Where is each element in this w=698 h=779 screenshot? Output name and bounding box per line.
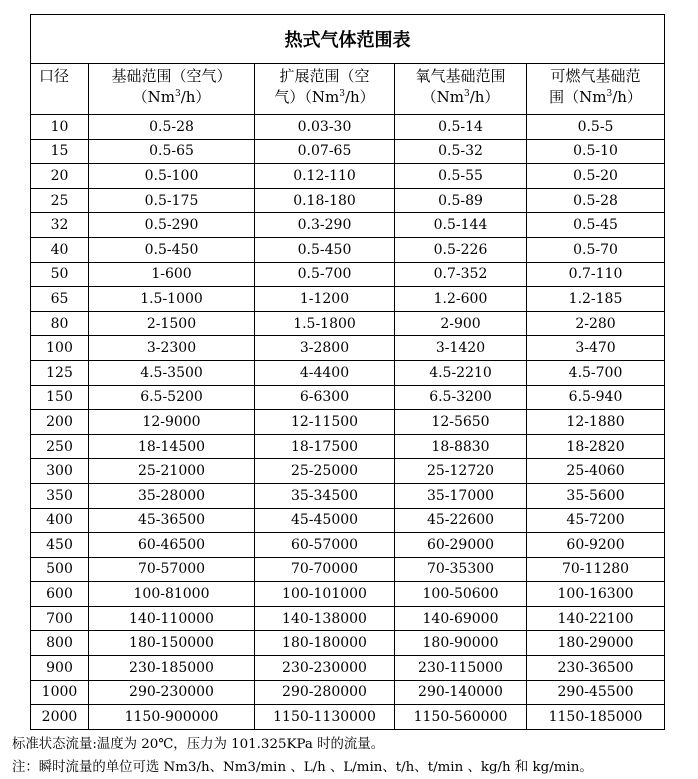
cell-oxygen-basic: 0.5-144 [395, 213, 527, 238]
table-row [31, 434, 665, 459]
table-row [31, 508, 665, 533]
cell-oxygen-basic: 3-1420 [395, 336, 527, 361]
cell-flammable-basic: 0.5-20 [527, 164, 665, 189]
table-body [31, 15, 665, 730]
header-line: 围（Nm$^3$/h） [549, 88, 642, 106]
cell-air-basic: 70-57000 [89, 557, 255, 582]
cell-diameter: 450 [31, 533, 89, 558]
table-row [31, 385, 665, 410]
table-row [31, 483, 665, 508]
header-line: 口径 [39, 67, 70, 85]
cell-diameter: 150 [31, 385, 89, 410]
cell-flammable-basic: 70-11280 [527, 557, 665, 582]
header-flammable-basic-range [527, 64, 665, 115]
cell-flammable-basic: 2-280 [527, 311, 665, 336]
header-line: 气）（Nm$^3$/h） [274, 88, 375, 106]
cell-diameter: 800 [31, 631, 89, 656]
cell-diameter: 500 [31, 557, 89, 582]
cell-air-basic: 6.5-5200 [89, 385, 255, 410]
header-air-extended-range [255, 64, 395, 115]
cell-air-extended: 35-34500 [255, 483, 395, 508]
table-row [31, 680, 665, 705]
cell-diameter: 300 [31, 459, 89, 484]
table-row [31, 582, 665, 607]
cell-diameter: 10 [31, 115, 89, 140]
cell-air-basic: 18-14500 [89, 434, 255, 459]
table-row [31, 311, 665, 336]
cell-air-basic: 1150-900000 [89, 705, 255, 730]
table-row [31, 606, 665, 631]
cell-diameter: 200 [31, 410, 89, 435]
cell-air-extended: 60-57000 [255, 533, 395, 558]
cell-oxygen-basic: 0.5-55 [395, 164, 527, 189]
cell-air-basic: 2-1500 [89, 311, 255, 336]
cell-air-extended: 45-45000 [255, 508, 395, 533]
cell-oxygen-basic: 6.5-3200 [395, 385, 527, 410]
cell-oxygen-basic: 0.5-226 [395, 237, 527, 262]
cell-flammable-basic: 100-16300 [527, 582, 665, 607]
cell-oxygen-basic: 290-140000 [395, 680, 527, 705]
header-line: （Nm$^3$/h） [132, 88, 211, 106]
notes [12, 733, 692, 779]
table-row [31, 262, 665, 287]
cell-flammable-basic: 1.2-185 [527, 287, 665, 312]
cell-air-extended: 70-70000 [255, 557, 395, 582]
cell-air-extended: 0.07-65 [255, 139, 395, 164]
cell-oxygen-basic: 70-35300 [395, 557, 527, 582]
cell-air-extended: 4-4400 [255, 360, 395, 385]
cell-air-basic: 0.5-65 [89, 139, 255, 164]
cell-oxygen-basic: 25-12720 [395, 459, 527, 484]
cell-air-basic: 230-185000 [89, 656, 255, 681]
header-diameter [31, 64, 89, 115]
cell-diameter: 2000 [31, 705, 89, 730]
header-line: （Nm$^3$/h） [421, 88, 500, 106]
cell-diameter: 15 [31, 139, 89, 164]
cell-flammable-basic: 60-9200 [527, 533, 665, 558]
cell-oxygen-basic: 18-8830 [395, 434, 527, 459]
cell-air-basic: 0.5-100 [89, 164, 255, 189]
header-air-basic-range [89, 64, 255, 115]
cell-oxygen-basic: 180-90000 [395, 631, 527, 656]
cell-oxygen-basic: 0.5-14 [395, 115, 527, 140]
table-title: 热式气体范围表 [31, 15, 665, 64]
cell-diameter: 125 [31, 360, 89, 385]
cell-flammable-basic: 0.5-10 [527, 139, 665, 164]
cell-flammable-basic: 18-2820 [527, 434, 665, 459]
cell-oxygen-basic: 12-5650 [395, 410, 527, 435]
note-unit-options: 注：瞬时流量的单位可选 Nm3/h、Nm3/min 、L/h 、L/min、t/h、t/min 、kg/h 和 kg/min。 [12, 760, 593, 775]
cell-oxygen-basic: 1.2-600 [395, 287, 527, 312]
cell-air-basic: 100-81000 [89, 582, 255, 607]
gas-range-table-container [30, 14, 664, 730]
cell-air-basic: 180-150000 [89, 631, 255, 656]
cell-air-extended: 230-230000 [255, 656, 395, 681]
cell-air-basic: 290-230000 [89, 680, 255, 705]
cell-flammable-basic: 0.5-45 [527, 213, 665, 238]
cell-diameter: 100 [31, 336, 89, 361]
cell-air-extended: 25-25000 [255, 459, 395, 484]
cell-flammable-basic: 290-45500 [527, 680, 665, 705]
cell-air-extended: 1150-1130000 [255, 705, 395, 730]
cell-flammable-basic: 0.5-5 [527, 115, 665, 140]
cell-flammable-basic: 1150-185000 [527, 705, 665, 730]
cell-oxygen-basic: 45-22600 [395, 508, 527, 533]
cell-diameter: 40 [31, 237, 89, 262]
table-row [31, 656, 665, 681]
cell-air-basic: 60-46500 [89, 533, 255, 558]
cell-diameter: 50 [31, 262, 89, 287]
table-row [31, 557, 665, 582]
header-row [31, 64, 665, 115]
cell-air-basic: 0.5-290 [89, 213, 255, 238]
table-row [31, 533, 665, 558]
cell-air-extended: 0.5-700 [255, 262, 395, 287]
cell-air-extended: 18-17500 [255, 434, 395, 459]
cell-flammable-basic: 180-29000 [527, 631, 665, 656]
cell-air-basic: 35-28000 [89, 483, 255, 508]
cell-air-extended: 290-280000 [255, 680, 395, 705]
table-row [31, 115, 665, 140]
cell-oxygen-basic: 100-50600 [395, 582, 527, 607]
cell-air-extended: 1-1200 [255, 287, 395, 312]
header-line: 扩展范围（空 [279, 67, 370, 85]
cell-diameter: 900 [31, 656, 89, 681]
cell-oxygen-basic: 140-69000 [395, 606, 527, 631]
table-row [31, 705, 665, 730]
header-oxygen-basic-range [395, 64, 527, 115]
cell-air-extended: 12-11500 [255, 410, 395, 435]
cell-air-basic: 1-600 [89, 262, 255, 287]
table-row [31, 410, 665, 435]
table-row [31, 287, 665, 312]
cell-flammable-basic: 0.7-110 [527, 262, 665, 287]
note-standard-condition: 标准状态流量:温度为 20℃，压力为 101.325KPa 时的流量。 [12, 737, 385, 752]
table-row [31, 164, 665, 189]
cell-flammable-basic: 0.5-70 [527, 237, 665, 262]
cell-diameter: 32 [31, 213, 89, 238]
cell-flammable-basic: 6.5-940 [527, 385, 665, 410]
cell-oxygen-basic: 60-29000 [395, 533, 527, 558]
cell-oxygen-basic: 0.5-32 [395, 139, 527, 164]
cell-oxygen-basic: 35-17000 [395, 483, 527, 508]
table-row [31, 631, 665, 656]
cell-flammable-basic: 4.5-700 [527, 360, 665, 385]
cell-air-basic: 45-36500 [89, 508, 255, 533]
table-row [31, 237, 665, 262]
cell-diameter: 350 [31, 483, 89, 508]
cell-air-basic: 1.5-1000 [89, 287, 255, 312]
cell-air-extended: 1.5-1800 [255, 311, 395, 336]
cell-air-extended: 0.3-290 [255, 213, 395, 238]
cell-diameter: 65 [31, 287, 89, 312]
header-line: 基础范围（空气） [111, 67, 232, 85]
cell-diameter: 80 [31, 311, 89, 336]
cell-oxygen-basic: 230-115000 [395, 656, 527, 681]
cell-diameter: 1000 [31, 680, 89, 705]
cell-flammable-basic: 230-36500 [527, 656, 665, 681]
table-row [31, 139, 665, 164]
cell-oxygen-basic: 0.7-352 [395, 262, 527, 287]
cell-flammable-basic: 35-5600 [527, 483, 665, 508]
gas-range-table [30, 14, 665, 730]
header-line: 可燃气基础范 [550, 67, 641, 85]
cell-air-extended: 0.12-110 [255, 164, 395, 189]
cell-oxygen-basic: 0.5-89 [395, 188, 527, 213]
cell-air-extended: 0.5-450 [255, 237, 395, 262]
cell-flammable-basic: 45-7200 [527, 508, 665, 533]
cell-air-extended: 3-2800 [255, 336, 395, 361]
cell-oxygen-basic: 1150-560000 [395, 705, 527, 730]
cell-flammable-basic: 25-4060 [527, 459, 665, 484]
cell-flammable-basic: 140-22100 [527, 606, 665, 631]
cell-flammable-basic: 3-470 [527, 336, 665, 361]
cell-oxygen-basic: 4.5-2210 [395, 360, 527, 385]
cell-air-basic: 0.5-175 [89, 188, 255, 213]
table-row [31, 188, 665, 213]
table-row [31, 360, 665, 385]
cell-air-extended: 180-180000 [255, 631, 395, 656]
table-row [31, 336, 665, 361]
cell-air-basic: 140-110000 [89, 606, 255, 631]
cell-air-basic: 4.5-3500 [89, 360, 255, 385]
cell-air-extended: 140-138000 [255, 606, 395, 631]
cell-air-extended: 100-101000 [255, 582, 395, 607]
cell-diameter: 25 [31, 188, 89, 213]
cell-air-basic: 0.5-28 [89, 115, 255, 140]
title-row [31, 15, 665, 64]
cell-flammable-basic: 0.5-28 [527, 188, 665, 213]
cell-diameter: 600 [31, 582, 89, 607]
cell-air-extended: 0.03-30 [255, 115, 395, 140]
table-row [31, 459, 665, 484]
cell-air-extended: 6-6300 [255, 385, 395, 410]
cell-air-basic: 25-21000 [89, 459, 255, 484]
cell-diameter: 400 [31, 508, 89, 533]
cell-air-extended: 0.18-180 [255, 188, 395, 213]
header-line: 氧气基础范围 [415, 67, 506, 85]
cell-oxygen-basic: 2-900 [395, 311, 527, 336]
cell-air-basic: 12-9000 [89, 410, 255, 435]
cell-diameter: 700 [31, 606, 89, 631]
table-row [31, 213, 665, 238]
cell-diameter: 250 [31, 434, 89, 459]
cell-air-basic: 0.5-450 [89, 237, 255, 262]
cell-flammable-basic: 12-1880 [527, 410, 665, 435]
cell-air-basic: 3-2300 [89, 336, 255, 361]
cell-diameter: 20 [31, 164, 89, 189]
